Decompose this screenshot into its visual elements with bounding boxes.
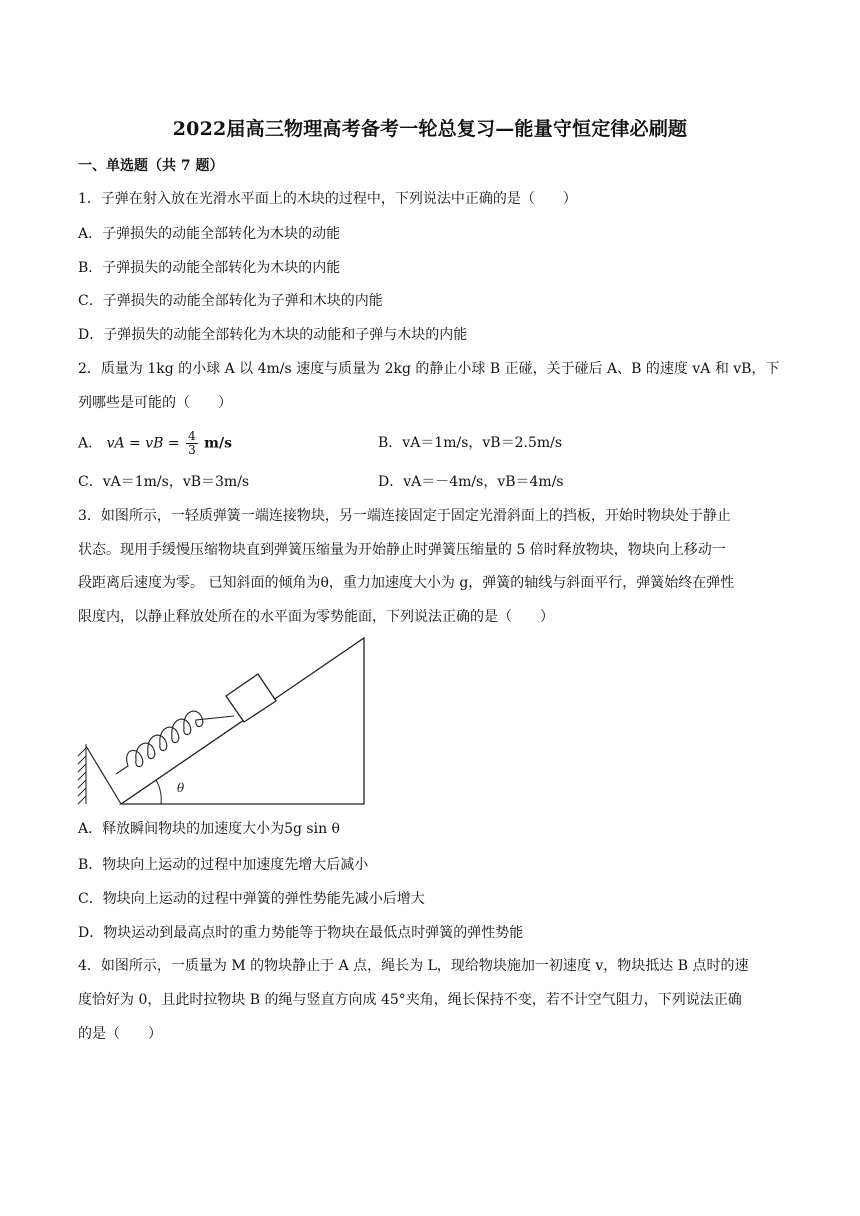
q3-option-c: C．物块向上运动的过程中弹簧的弹性势能先减小后增大 (78, 891, 425, 907)
q3-stem-line4: 限度内，以静止释放处所在的水平面为零势能面，下列说法正确的是（ ） (78, 609, 554, 625)
q3-option-a: A．释放瞬间物块的加速度大小为5g sin θ (78, 821, 340, 837)
q2-option-c: C．vA＝1m/s，vB＝3m/s (78, 474, 250, 490)
q1-option-b: B．子弹损失的动能全部转化为木块的内能 (78, 260, 341, 276)
spring (116, 711, 234, 774)
q2-option-a-fraction (186, 430, 198, 457)
page-title: 2022届高三物理高考备考一轮总复习—能量守恒定律必刷题 (172, 118, 688, 140)
q2-stem-line2: 列哪些是可能的（ ） (78, 395, 232, 411)
q3-stem-line3: 段距离后速度为零。 已知斜面的倾角为θ，重力加速度大小为 g，弹簧的轴线与斜面平行，弹簧始终在弹性 (78, 575, 735, 591)
q1-option-d: D．子弹损失的动能全部转化为木块的动能和子弹与木块的内能 (78, 327, 468, 343)
q2-stem-line1: 2．质量为 1kg 的小球 A 以 4m/s 速度与质量为 2kg 的静止小球 B 正碰，关于碰后 A、B 的速度 vA 和 vB，下 (78, 361, 780, 377)
q2-option-a-expr: vA = vB = (106, 435, 180, 452)
q3-stem-line1: 3．如图所示，一轻质弹簧一端连接物块，另一端连接固定于固定光滑斜面上的挡板，开始时物块处于静止 (78, 508, 731, 524)
wall-hatch (78, 744, 86, 804)
fraction-numerator: 4 (188, 429, 196, 443)
section-heading: 一、单选题（共 7 题） (78, 158, 224, 174)
q2-option-a-prefix: A． (78, 435, 103, 452)
q4-stem-line1: 4．如图所示，一质量为 M 的物块静止于 A 点，绳长为 L，现给物块施加一初速度 v，物块抵达 B 点时的速 (78, 958, 749, 974)
q3-stem-line2: 状态。现用手缓慢压缩物块直到弹簧压缩量为开始静止时弹簧压缩量的 5 倍时释放物块，物块向上移动一 (78, 542, 726, 558)
q1-option-a: A．子弹损失的动能全部转化为木块的动能 (78, 226, 341, 242)
theta-label: θ (177, 781, 185, 795)
q2-option-a-unit: m/s (204, 435, 232, 452)
q3-option-d: D．物块运动到最高点时的重力势能等于物块在最低点时弹簧的弹性势能 (78, 925, 524, 941)
incline-spring-figure (76, 634, 376, 812)
incline-triangle (121, 638, 364, 804)
q2-option-b: B．vA＝1m/s，vB＝2.5m/s (378, 435, 563, 451)
q4-stem-line2: 度恰好为 0，且此时拉物块 B 的绳与竖直方向成 45°夹角，绳长保持不变，若不计空气阻力，下列说法正确 (78, 992, 742, 1008)
q4-stem-line3: 的是（ ） (78, 1026, 162, 1042)
angle-arc (156, 780, 161, 804)
block (226, 674, 276, 722)
fraction-denominator: 3 (188, 443, 196, 457)
q3-option-b: B．物块向上运动的过程中加速度先增大后减小 (78, 857, 369, 873)
q2-option-d: D．vA＝－4m/s，vB＝4m/s (378, 474, 564, 490)
q1-option-c: C．子弹损失的动能全部转化为子弹和木块的内能 (78, 293, 383, 309)
q2-option-a (78, 430, 232, 457)
q1-stem: 1．子弹在射入放在光滑水平面上的木块的过程中，下列说法中正确的是（ ） (78, 191, 577, 207)
